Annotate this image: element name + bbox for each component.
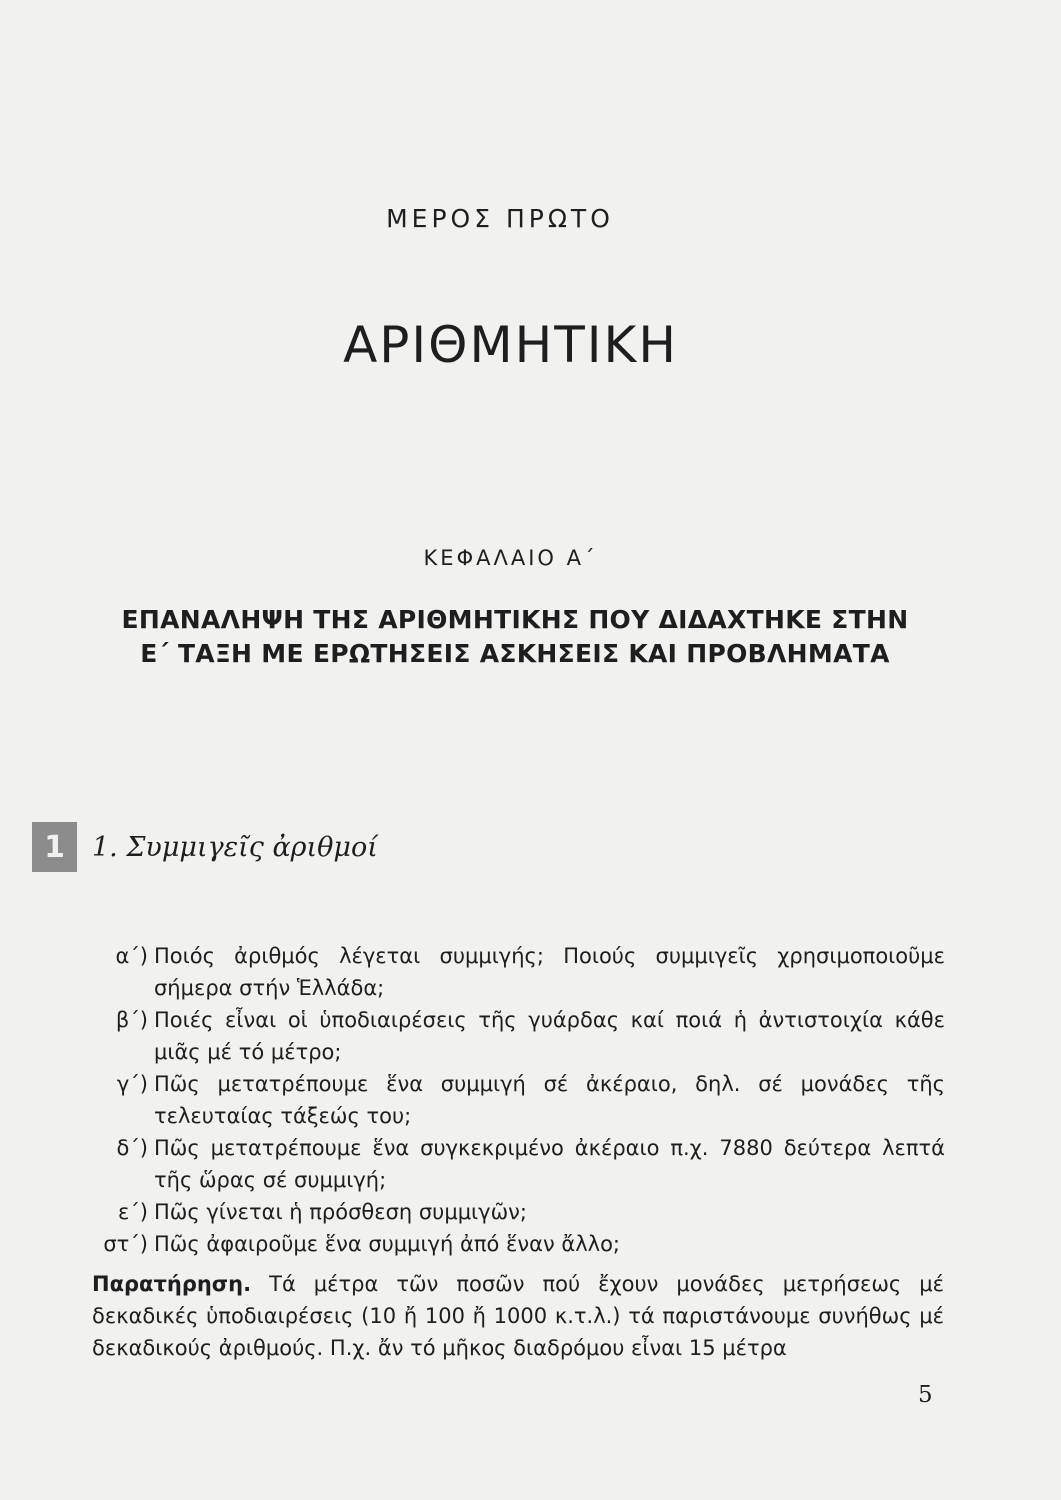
page-number: 5: [918, 1382, 933, 1408]
question-list: [100, 940, 945, 1260]
section-title: 1. Συμμιγεῖς ἀριθμοί: [92, 832, 378, 863]
question-label: δ΄): [116, 1136, 148, 1160]
question-text: Ποιές εἶναι οἱ ὑποδιαιρέσεις τῆς γυάρδας καί ποιά ἡ ἀντιστοιχία κάθε μιᾶς μέ τό μέτρο;: [154, 1008, 945, 1064]
question-label: γ΄): [116, 1072, 148, 1096]
question-text: Ποιός ἀριθμός λέγεται συμμιγής; Ποιούς συμμιγεῖς χρησιμοποιοῦμε σήμερα στήν Ἑλλάδα;: [154, 944, 945, 1000]
note-text: Τά μέτρα τῶν ποσῶν πού ἔχουν μονάδες μετρήσεως μέ δεκαδικές ὑποδιαιρέσεις (10 ἤ 100 ἤ 1000 κ.τ.λ.) τά παριστάνουμε συνήθως μέ δεκαδικούς ἀριθμούς. Π.χ. ἄν τό μῆκος διαδρόμου εἶναι 15 μέτρα: [92, 1272, 944, 1360]
question-label: στ΄): [103, 1232, 148, 1256]
question-text: Πῶς ἀφαιροῦμε ἕνα συμμιγή ἀπό ἕναν ἄλλο;: [154, 1232, 620, 1256]
note-paragraph: [92, 1268, 944, 1364]
question-item: [100, 1228, 945, 1260]
question-label: α΄): [115, 944, 148, 968]
question-item: [100, 1068, 945, 1132]
section-marker: 1: [32, 822, 77, 872]
question-text: Πῶς μετατρέπουμε ἕνα συμμιγή σέ ἀκέραιο, δηλ. σέ μονάδες τῆς τελευταίας τάξεώς του;: [154, 1072, 945, 1128]
question-text: Πῶς μετατρέπουμε ἕνα συγκεκριμένο ἀκέραιο π.χ. 7880 δεύτερα λεπτά τῆς ὥρας σέ συμμιγή;: [154, 1136, 945, 1192]
chapter-label: ΚΕΦΑΛΑΙΟ Α΄: [423, 546, 598, 570]
chapter-title-line2: Ε΄ ΤΑΞΗ ΜΕ ΕΡΩΤΗΣΕΙΣ ΑΣΚΗΣΕΙΣ ΚΑΙ ΠΡΟΒΛΗΜΑΤΑ: [140, 639, 890, 668]
chapter-title: [80, 603, 950, 671]
main-title: ΑΡΙΘΜΗΤΙΚΗ: [343, 316, 678, 374]
part-title: ΜΕΡΟΣ ΠΡΩΤΟ: [386, 204, 614, 233]
question-item: [100, 940, 945, 1004]
question-item: [100, 1004, 945, 1068]
question-item: [100, 1196, 945, 1228]
question-label: β΄): [115, 1008, 148, 1032]
question-label: ε΄): [117, 1200, 148, 1224]
question-text: Πῶς γίνεται ἡ πρόσθεση συμμιγῶν;: [154, 1200, 527, 1224]
question-item: [100, 1132, 945, 1196]
chapter-title-line1: ΕΠΑΝΑΛΗΨΗ ΤΗΣ ΑΡΙΘΜΗΤΙΚΗΣ ΠΟΥ ΔΙΔΑΧΤΗΚΕ ΣΤΗΝ: [121, 605, 909, 634]
note-label: Παρατήρηση.: [92, 1272, 252, 1296]
